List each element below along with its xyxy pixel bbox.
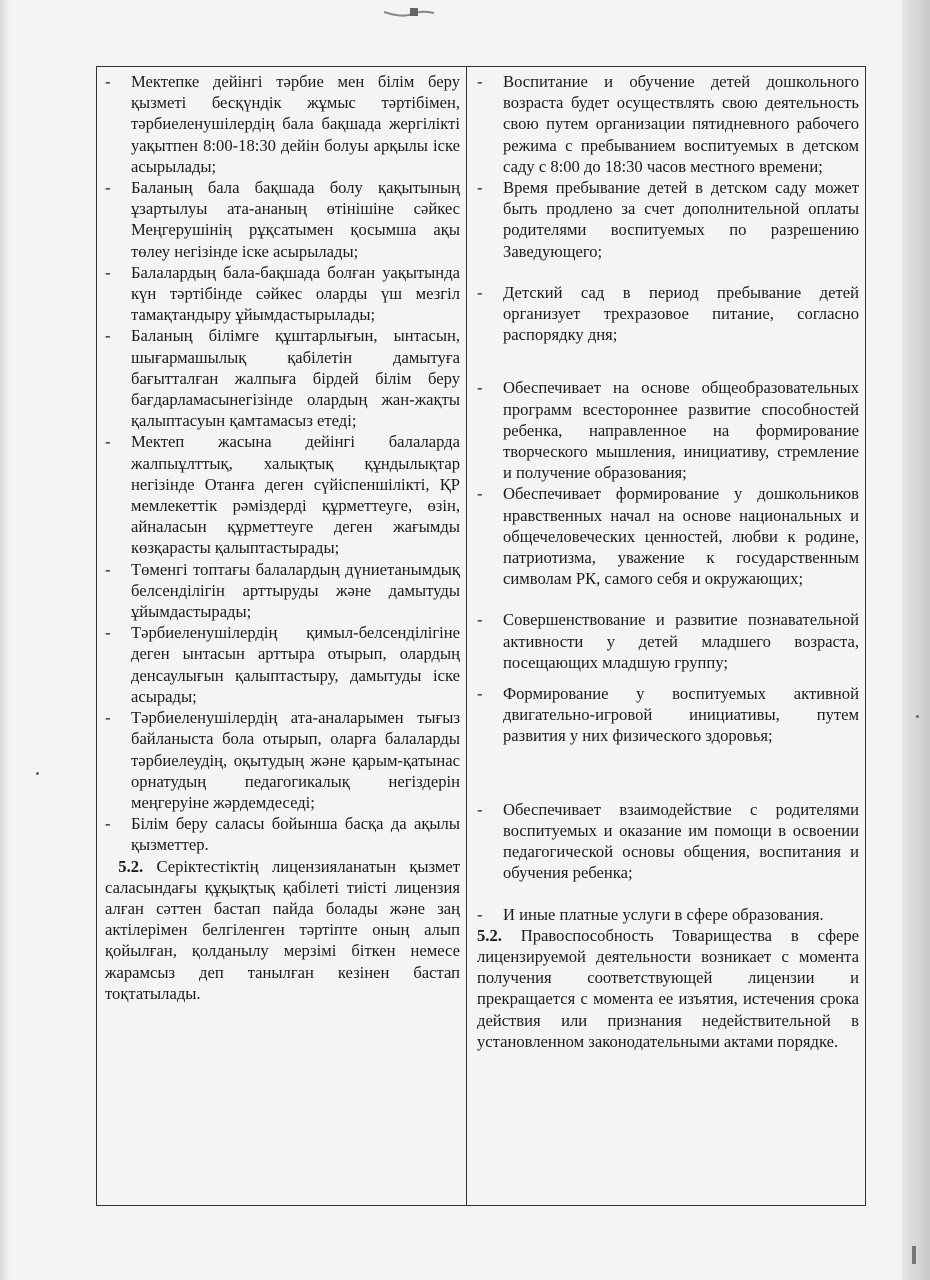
list-item <box>477 71 859 177</box>
list-item-text: Совершенствование и развитие познавательной активности у детей младшего возраста, посещающих младшую группу; <box>503 610 859 672</box>
list-item <box>105 813 460 855</box>
dash-marker: - <box>477 904 483 924</box>
list-item <box>477 799 859 884</box>
list-item <box>477 177 859 262</box>
scan-speck <box>916 715 919 718</box>
dash-marker: - <box>105 559 111 579</box>
dash-marker: - <box>105 623 111 643</box>
dash-marker: - <box>477 610 483 630</box>
section-5-2-ru <box>477 925 859 1052</box>
dash-marker: - <box>477 72 483 91</box>
dash-marker: - <box>105 72 111 91</box>
list-item-text: Білім беру саласы бойынша басқа да ақылы қызметтер. <box>131 814 460 855</box>
list-item-text: Төменгі топтағы балалардың дүниетанымдық белсенділігін арттыруды және дамытуды ұйымдастырады; <box>131 559 460 622</box>
list-item-text: Обеспечивает на основе общеобразовательных программ всестороннее развитие способностей ребенка, направленное на формирование творческого мышления, инициативу, стремление и получение образования; <box>503 378 859 483</box>
list-item <box>477 609 859 673</box>
list-item <box>477 282 859 346</box>
list-item <box>105 707 460 813</box>
list-item-text: Обеспечивает формирование у дошкольников нравственных начал на основе национальных и общечеловеческих ценностей, любви к родине, патриотизма, уважение к государственным символам РК, самого себя и окружающих; <box>503 484 859 589</box>
dash-marker: - <box>477 282 483 302</box>
page-edge-shadow-right <box>902 0 930 1280</box>
list-item-text: Формирование у воспитуемых активной двигательно-игровой инициативы, путем развития у них физического здоровья; <box>503 684 859 746</box>
list-item-text: Время пребывание детей в детском саду может быть продлено за счет дополнительной оплаты родителями воспитуемых по разрешению Заведующего; <box>503 178 859 261</box>
dash-marker: - <box>105 178 111 198</box>
list-item-text: Обеспечивает взаимодействие с родителями воспитуемых и оказание им помощи в освоении педагогической основы общения, воспитания и обучения ребенка; <box>503 799 859 883</box>
list-item-text: И иные платные услуги в сфере образования. <box>503 904 824 924</box>
dash-marker: - <box>105 708 111 728</box>
list-item <box>105 622 460 707</box>
list-item <box>477 377 859 483</box>
kazakh-column <box>97 67 467 1205</box>
list-item <box>105 431 460 558</box>
section-text: Правоспособность Товарищества в сфере лицензируемой деятельности возникает с момента получения соответствующей лицензии и прекращается с момента ее изъятия, истечения срока действия или признания недействительной в установленном законодательными актами порядке. <box>477 925 859 1051</box>
list-item-text: Мектеп жасына дейінгі балаларда жалпыұлттық, халықтық құндылықтар негізінде Отанға деген сүйіспеншілікті, ҚР мемлекеттік рәміздерді құрметтеуге, өзін, айналасын құрметтеуге деген жағымды көзқарасты қалыптастырады; <box>131 432 460 558</box>
list-item-text: Баланың бала бақшада болу қақытының ұзартылуы ата-ананың өтінішіне сәйкес Меңгерушінің рұқсатымен қосымша ақы төлеу негізінде іске асырылады; <box>131 178 460 261</box>
section-paragraph <box>477 925 859 1052</box>
section-text: Серіктестіктің лицензияланатын қызмет саласындағы құқықтық қабілеті тиісті лицензия алған сәттен бастап пайда болады және заң актілерімен белгіленген тәртіпте оның алып қойылған, қолданылу мерзімі біткен немесе жарамсыз деп танылған кезінен бастап тоқтатылады. <box>105 856 460 1003</box>
list-item-text: Тәрбиеленушілердің қимыл-белсенділігіне деген ынтасын арттыра отырып, олардың денсаулығын қалыптастыру, дамытуды іске асырады; <box>131 623 460 706</box>
list-item <box>105 262 460 326</box>
dash-marker: - <box>105 432 111 452</box>
list-item <box>105 325 460 431</box>
scan-edge-mark <box>912 1246 916 1264</box>
dash-marker: - <box>105 814 111 834</box>
list-item <box>477 904 859 925</box>
list-item-text: Тәрбиеленушілердің ата-аналарымен тығыз байланыста бола отырып, оларға балаларды тәрбиелеудің, оқытудың және қарым-қатынас орнатудың педагогикалық негіздерін меңгеруіне жәрдемдеседі; <box>131 708 460 812</box>
binder-mark-icon <box>382 4 436 22</box>
list-item-text: Мектепке дейінгі тәрбие мен білім беру қызметі бесқүндік жұмыс тәртібімен, тәрбиеленушілердің бала бақшада жергілікті уақытпен 8:00-18:30 дейін болуы арқылы іске асырылады; <box>131 72 460 176</box>
dash-marker: - <box>477 178 483 198</box>
list-item <box>105 177 460 262</box>
section-number: 5.2. <box>118 856 144 876</box>
section-paragraph <box>105 856 460 1004</box>
scan-speck <box>36 772 39 775</box>
bilingual-table <box>96 66 866 1206</box>
dash-marker: - <box>477 378 483 398</box>
dash-marker: - <box>477 484 483 504</box>
list-item <box>105 71 460 177</box>
russian-column <box>467 67 865 1205</box>
list-item-text: Баланың білімге құштарлығын, ынтасын, шығармашылық қабілетін дамытуға бағытталған жалпыға бірдей білім беру бағдарламасынегізінде олардың жан-жақты қалыптасуын қамтамасыз етеді; <box>131 326 460 431</box>
dash-marker: - <box>105 326 111 346</box>
list-item-text: Детский сад в период пребывание детей организует трехразовое питание, согласно распорядку дня; <box>503 282 859 345</box>
dash-marker: - <box>105 262 111 282</box>
list-item-text: Балалардың бала-бақшада болған уақытында күн тәртібінде сәйкес оларды үш мезгіл тамақтандыру ұйымдастырылады; <box>131 262 460 325</box>
page-edge-shadow-left <box>0 0 10 1280</box>
list-item-text: Воспитание и обучение детей дошкольного возраста будет осуществлять свою деятельность свою путем организации пятидневного рабочего режима с пребыванием воспитуемых в детском саду с 8:00 до 18:30 часов местного времени; <box>503 72 859 176</box>
list-item <box>477 483 859 589</box>
dash-marker: - <box>477 684 483 704</box>
list-item <box>477 683 859 747</box>
section-5-2-kz <box>105 856 460 1004</box>
dash-marker: - <box>477 799 483 819</box>
list-item <box>105 559 460 623</box>
section-number: 5.2. <box>477 925 502 945</box>
